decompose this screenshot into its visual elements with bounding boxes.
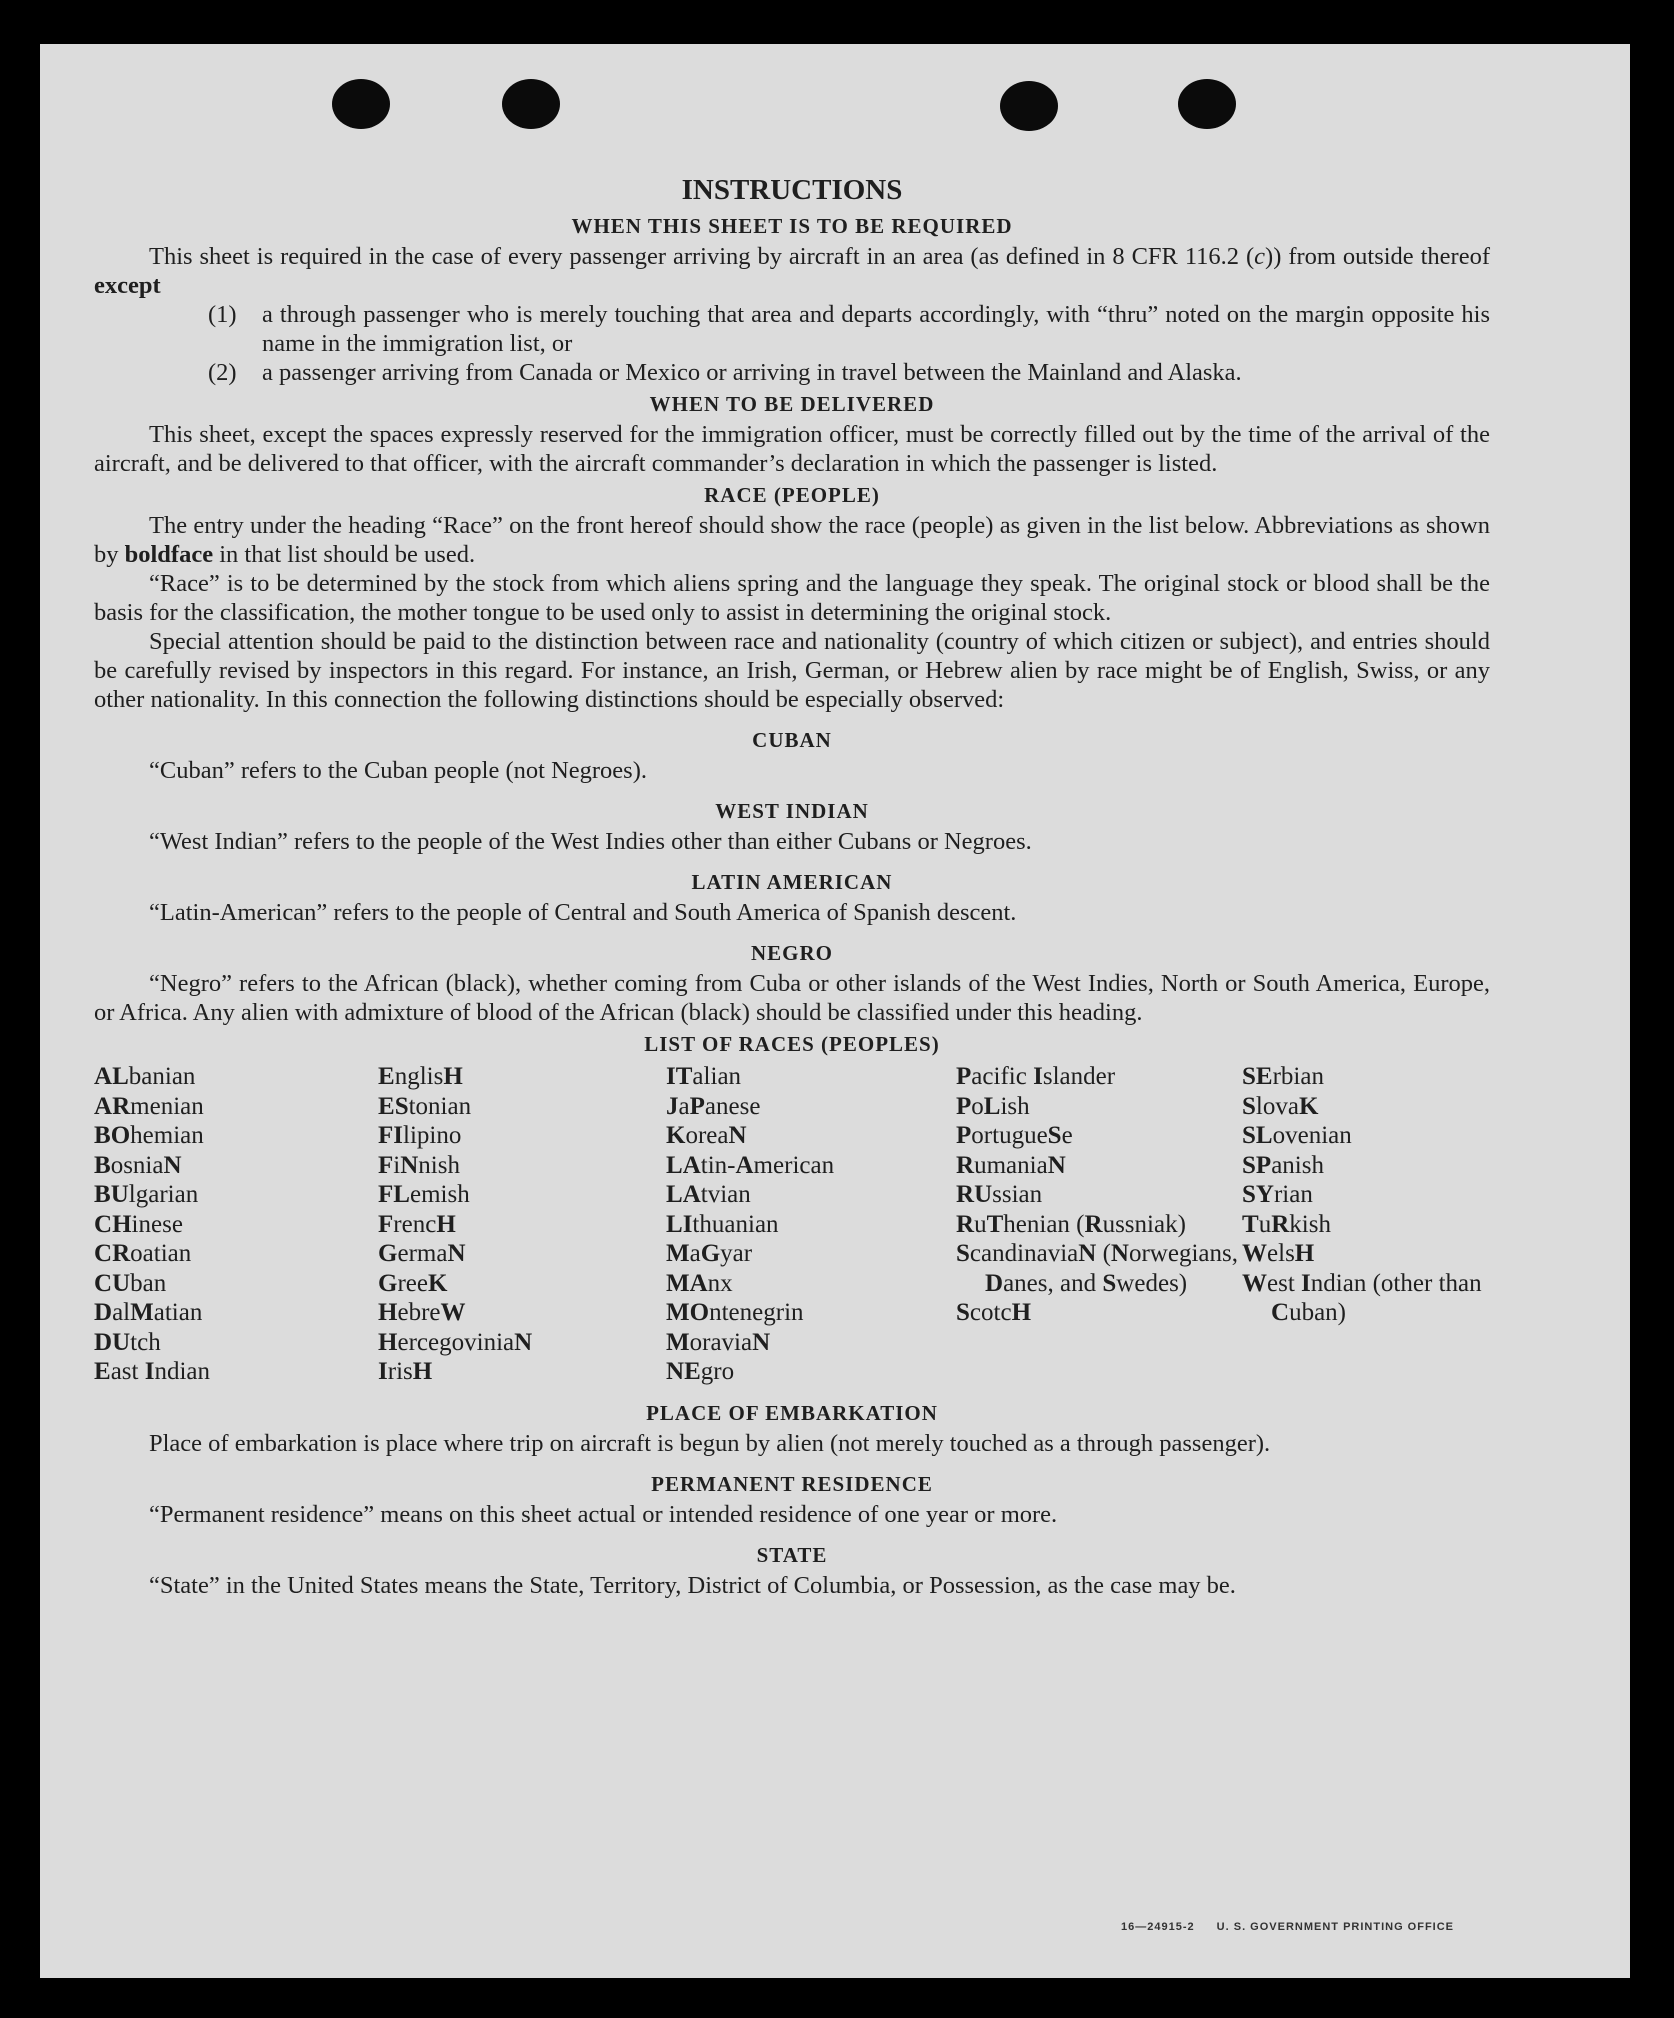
item-text: a passenger arriving from Canada or Mexico or arriving in travel between the Mainland and Alaska. (262, 359, 1242, 386)
intro-text-b: )) from outside thereof (1265, 243, 1490, 270)
race-entry: CUban (94, 1269, 167, 1297)
race-entry: PoLish (956, 1092, 1030, 1120)
race-entry: GreeK (378, 1269, 448, 1297)
race-entry: FrencH (378, 1210, 456, 1238)
section-heading-race-list: LIST OF RACES (PEOPLES) (644, 1032, 940, 1056)
exception-item-1 (208, 300, 1490, 358)
race-entry: NEgro (666, 1358, 735, 1385)
document-sheet (40, 44, 1630, 1978)
instructions-content (94, 172, 1490, 1600)
race-p1-text-b: in that list should be used. (213, 541, 476, 568)
race-entry: HebreW (378, 1299, 466, 1326)
negro-paragraph: “Negro” refers to the African (black), whether coming from Cuba or other islands of the West Indies, North or South America, Europe, or Africa. Any alien with admixture of blood of the African (black) should be classified under this heading. (94, 970, 1490, 1026)
item-number: (2) (208, 359, 237, 386)
item-number: (1) (208, 301, 237, 328)
race-entry: CRoatian (94, 1240, 192, 1267)
race-entry: Pacific Islander (956, 1063, 1116, 1090)
race-list (94, 1062, 1490, 1387)
race-entry: FIlipino (378, 1122, 462, 1149)
race-entry: EnglisH (378, 1063, 463, 1090)
race-p1-bold: boldface (124, 541, 214, 568)
race-column-5 (1242, 1062, 1490, 1387)
race-entry: MoraviaN (666, 1328, 771, 1356)
race-entry: PortugueSe (956, 1122, 1073, 1149)
required-intro (94, 242, 1490, 300)
race-entry: JaPanese (666, 1092, 761, 1120)
section-heading-residence: PERMANENT RESIDENCE (651, 1471, 933, 1496)
race-column-1 (94, 1062, 378, 1387)
race-entry: FLemish (378, 1181, 470, 1208)
printer-footer (1121, 1921, 1472, 1933)
race-entry: DalMatian (94, 1299, 203, 1326)
state-paragraph: “State” in the United States means the State, Territory, District of Columbia, or Possession, as the case may be. (149, 1571, 1236, 1599)
section-heading-embarkation: PLACE OF EMBARKATION (646, 1400, 938, 1425)
race-entry: WelsH (1242, 1240, 1315, 1267)
punch-hole (1178, 79, 1236, 129)
section-heading-negro: NEGRO (750, 941, 833, 965)
latin-american-paragraph: “Latin-American” refers to the people of Central and South America of Spanish descent. (149, 899, 1017, 926)
race-entry: DUtch (94, 1328, 161, 1356)
race-p1-text-a: The entry under the heading “Race” on the front hereof should show the race (people) as given in the list below. Abbreviations as shown by (94, 512, 1490, 568)
race-entry: ScandinaviaN (Norwegians, Danes, and Swedes) (956, 1240, 1238, 1297)
race-entry: ScotcH (956, 1299, 1032, 1326)
section-heading-west-indian: WEST INDIAN (715, 799, 869, 823)
section-heading-required: WHEN THIS SHEET IS TO BE REQUIRED (571, 214, 1013, 238)
punch-hole (502, 79, 560, 129)
race-entry: BUlgarian (94, 1181, 199, 1208)
race-entry: RUssian (956, 1181, 1043, 1208)
west-indian-paragraph: “West Indian” refers to the people of the West Indies other than either Cubans or Negroes. (149, 828, 1032, 855)
printer-name: U. S. GOVERNMENT PRINTING OFFICE (1216, 1921, 1455, 1933)
residence-paragraph: “Permanent residence” means on this sheet actual or intended residence of one year or more. (149, 1500, 1058, 1528)
section-heading-cuban: CUBAN (752, 728, 832, 752)
race-entry: MAnx (666, 1269, 733, 1297)
race-entry: KoreaN (666, 1122, 747, 1149)
race-entry: LAtin-American (666, 1151, 835, 1179)
punch-hole (332, 79, 390, 129)
race-entry: ITalian (666, 1063, 742, 1090)
intro-text-a: This sheet is required in the case of every passenger arriving by aircraft in an area (as defined in 8 CFR 116.2 ( (149, 243, 1255, 270)
race-entry: ARmenian (94, 1092, 204, 1120)
race-column-3 (666, 1062, 956, 1387)
race-entry: GermaN (378, 1240, 466, 1267)
race-entry: BosniaN (94, 1151, 182, 1179)
race-entry: RuThenian (Russniak) (956, 1210, 1186, 1238)
race-entry: HercegoviniaN (378, 1328, 533, 1356)
section-heading-race: RACE (PEOPLE) (704, 483, 880, 507)
section-heading-state: STATE (756, 1542, 828, 1567)
race-entry: SErbian (1242, 1063, 1324, 1090)
race-entry: MaGyar (666, 1240, 753, 1267)
race-paragraph-3: Special attention should be paid to the distinction between race and nationality (country of which citizen or subject), and entries should be carefully revised by inspectors in this regard. For instance, an Irish, German, or Hebrew alien by race might be of English, Swiss, or any other nationality. In this connection the following distinctions should be especially observed: (94, 628, 1490, 713)
race-paragraph-1 (94, 511, 1490, 569)
race-entry: SYrian (1242, 1181, 1313, 1208)
section-heading-latin-american: LATIN AMERICAN (691, 870, 893, 894)
race-entry: EStonian (378, 1092, 472, 1120)
race-column-2 (378, 1062, 666, 1387)
intro-except: except (94, 272, 161, 299)
cuban-paragraph: “Cuban” refers to the Cuban people (not Negroes). (149, 757, 647, 784)
race-entry: SPanish (1242, 1151, 1324, 1179)
race-entry: BOhemian (94, 1122, 204, 1149)
race-entry: RumaniaN (956, 1151, 1066, 1179)
race-entry: West Indian (other than Cuban) (1242, 1269, 1482, 1326)
race-entry: FiNnish (378, 1151, 460, 1179)
section-heading-delivered: WHEN TO BE DELIVERED (649, 392, 935, 416)
punch-hole (1000, 81, 1058, 131)
exception-item-2 (208, 358, 1490, 387)
delivered-paragraph: This sheet, except the spaces expressly reserved for the immigration officer, must be correctly filled out by the time of the arrival of the aircraft, and be delivered to that officer, with the aircraft commander’s declaration in which the passenger is listed. (94, 421, 1490, 477)
race-entry: LIthuanian (666, 1210, 779, 1238)
race-column-4 (956, 1062, 1242, 1387)
race-entry: East Indian (94, 1358, 211, 1385)
race-paragraph-2: “Race” is to be determined by the stock from which aliens spring and the language they speak. The original stock or blood shall be the basis for the classification, the mother tongue to be used only to assist in determining the original stock. (94, 570, 1490, 626)
item-text: a through passenger who is merely touching that area and departs accordingly, with “thru” noted on the margin opposite his name in the immigration list, or (262, 301, 1490, 357)
form-code: 16—24915-2 (1121, 1921, 1195, 1933)
race-entry: MOntenegrin (666, 1299, 804, 1326)
race-entry: LAtvian (666, 1181, 751, 1208)
race-entry: TuRkish (1242, 1210, 1331, 1238)
race-entry: IrisH (378, 1358, 433, 1385)
page-title: INSTRUCTIONS (681, 174, 903, 206)
embarkation-paragraph: Place of embarkation is place where trip on aircraft is begun by alien (not merely touched as a through passenger). (149, 1429, 1271, 1457)
race-entry: SlovaK (1242, 1092, 1319, 1120)
race-entry: ALbanian (94, 1063, 196, 1090)
intro-italic-c: c (1254, 243, 1266, 270)
race-entry: CHinese (94, 1210, 183, 1238)
race-entry: SLovenian (1242, 1122, 1352, 1149)
